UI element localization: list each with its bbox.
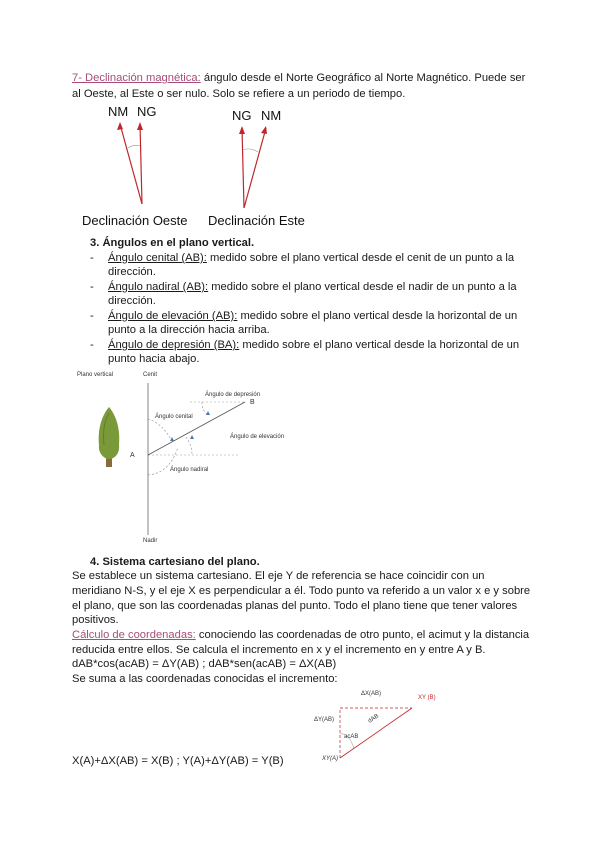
west-declination-diagram (110, 120, 170, 210)
list-bullet: - (90, 339, 94, 351)
plano-vertical-label: Plano vertical (77, 372, 114, 378)
list-item-elevacion (108, 309, 517, 323)
term-cenital: Ángulo cenital (AB): (108, 252, 207, 264)
arrow-marker (170, 437, 174, 441)
item-text: medido sobre el plano vertical desde el nadir de un punto a la (208, 281, 517, 293)
xy-a-label: XY(A) (322, 756, 339, 762)
list-item-elevacion-cont: punto a la dirección hacia arriba. (108, 324, 270, 336)
west-ng-label: NG (137, 104, 157, 119)
section4-p1-line-2: meridiano N-S, y el eje X es perpendicular a él. Todo punto va referido a un valor x e y sobre (72, 585, 531, 597)
west-nm-arrowhead (117, 122, 123, 130)
west-nm-arrow (120, 124, 142, 204)
point-a-label: A (130, 452, 135, 459)
declination-title-link: 7- Declinación magnética: (72, 72, 201, 84)
east-nm-arrow (244, 128, 266, 208)
east-nm-arrowhead (261, 126, 267, 134)
item-text: medido sobre el plano vertical desde el cenit de un punto a la (206, 252, 515, 264)
list-bullet: - (90, 252, 94, 264)
list-item-cenital-cont: dirección. (108, 266, 156, 278)
list-item-cenital (108, 251, 514, 265)
acab-label: acAB (344, 734, 359, 740)
cenit-label: Cenit (143, 372, 158, 378)
declination-paragraph-line-1 (72, 71, 525, 85)
west-ng-arrowhead (137, 122, 143, 130)
east-declination-diagram (228, 124, 288, 214)
elevation-arc (186, 437, 192, 455)
item-text: medido sobre el plano vertical desde la horizontal de un (239, 339, 520, 351)
dab-label: dAB (367, 713, 381, 725)
west-ng-arrow (140, 124, 142, 204)
calc-title-link: Cálculo de coordenadas: (72, 629, 196, 641)
term-elevacion: Ángulo de elevación (AB): (108, 310, 238, 322)
east-nm-label: NM (261, 108, 282, 123)
west-nm-label: NM (108, 104, 129, 119)
dx-label: ΔX(AB) (361, 691, 382, 697)
declination-text: ángulo desde el Norte Geográfico al Norte Magnético. Puede ser (200, 72, 526, 84)
west-angle-arc (128, 145, 140, 148)
angulo-cenital-label: Ángulo cenital (155, 414, 193, 420)
term-nadiral: Ángulo nadiral (AB): (108, 281, 209, 293)
cenital-arc (148, 419, 172, 441)
section4-p1-line-1: Se establece un sistema cartesiano. El eje Y de referencia se hace coincidir con un (72, 570, 485, 582)
formula-2: X(A)+ΔX(AB) = X(B) ; Y(A)+ΔY(AB) = Y(B) (72, 755, 284, 767)
line-of-sight (148, 402, 245, 455)
point-b-label: B (250, 399, 255, 406)
list-bullet: - (90, 310, 94, 322)
calc-text: conociendo las coordenadas de otro punto, el acimut y la distancia (195, 629, 530, 641)
arrow-marker (190, 435, 194, 439)
section4-heading: 4. Sistema cartesiano del plano. (90, 556, 260, 568)
list-item-depresion (108, 338, 519, 352)
angulo-depresion-label: Ángulo de depresión (205, 392, 261, 398)
list-item-nadiral (108, 280, 517, 294)
angulo-elevacion-label: Ángulo de elevación (230, 434, 285, 440)
angulo-nadiral-label: Ángulo nadiral (170, 467, 209, 473)
list-item-depresion-cont: punto hacia abajo. (108, 353, 200, 365)
west-caption: Declinación Oeste (82, 213, 188, 228)
arrow-marker (206, 411, 210, 415)
calc-line-1 (72, 628, 529, 642)
east-angle-arc (243, 149, 258, 152)
list-item-nadiral-cont: dirección. (108, 295, 156, 307)
formula-1: dAB*cos(acAB) = ΔY(AB) ; dAB*sen(acAB) = ΔX(AB) (72, 658, 337, 670)
sum-line: Se suma a las coordenadas conocidas el incremento: (72, 673, 338, 685)
item-text: medido sobre el plano vertical desde la horizontal de un (237, 310, 518, 322)
section4-p1-line-4: positivos. (72, 614, 119, 626)
nadir-label: Nadir (143, 538, 158, 544)
xy-b-label: XY (B) (418, 695, 436, 701)
declination-paragraph-line-2: al Oeste, al Este o ser nulo. Solo se refiere a un periodo de tiempo. (72, 88, 406, 100)
section3-heading: 3. Ángulos en el plano vertical. (90, 237, 255, 249)
vertical-plane-figure (90, 375, 290, 540)
term-depresion: Ángulo de depresión (BA): (108, 339, 240, 351)
list-bullet: - (90, 281, 94, 293)
east-ng-label: NG (232, 108, 252, 123)
calc-line-2: reducida entre ellos. Se calcula el incremento en x y el incremento en y entre A y B. (72, 644, 486, 656)
tree-icon (99, 407, 120, 467)
east-caption: Declinación Este (208, 213, 305, 228)
section4-p1-line-3: el plano, que son las coordenadas planas del punto. Todo el plano tiene que tener valores (72, 600, 518, 612)
east-ng-arrow (242, 128, 244, 208)
nadiral-arc (148, 447, 178, 475)
dy-label: ΔY(AB) (314, 717, 335, 723)
east-ng-arrowhead (239, 126, 245, 134)
